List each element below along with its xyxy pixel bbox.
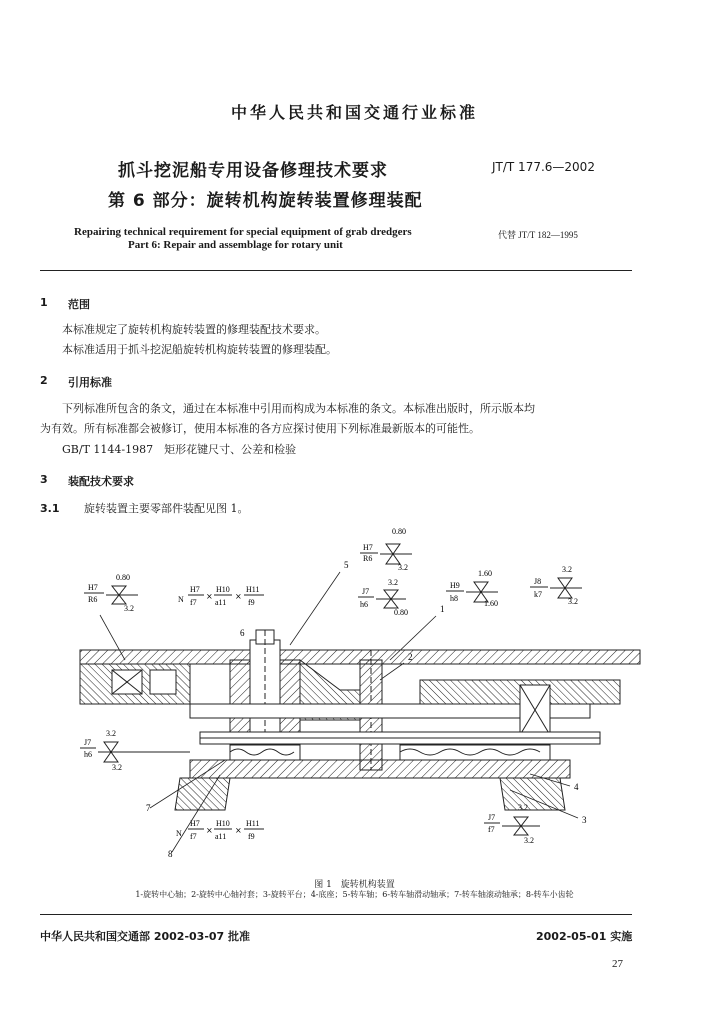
callout-4: 4 (574, 782, 579, 792)
footer-rule (40, 914, 632, 915)
fit-label-left (84, 573, 138, 613)
section-2-reference: GB/T 1144-1987 矩形花键尺寸、公差和检验 (62, 443, 297, 456)
svg-text:3.2: 3.2 (124, 604, 134, 613)
section-1-para-1: 本标准规定了旋转机构旋转装置的修理装配技术要求。 (62, 323, 326, 336)
svg-text:3.2: 3.2 (106, 729, 116, 738)
svg-text:3.2: 3.2 (388, 578, 398, 587)
svg-text:H7: H7 (88, 583, 98, 592)
svg-text:H7: H7 (190, 585, 200, 594)
svg-text:H7: H7 (190, 819, 200, 828)
svg-text:f9: f9 (248, 832, 255, 841)
svg-text:N: N (178, 595, 184, 604)
svg-text:a11: a11 (215, 598, 227, 607)
document-header: 中华人民共和国交通行业标准 (230, 103, 478, 122)
svg-text:k7: k7 (534, 590, 542, 599)
svg-text:H9: H9 (450, 581, 460, 590)
callout-5: 5 (344, 560, 349, 570)
header-rule (40, 270, 632, 271)
svg-text:3.2: 3.2 (524, 836, 534, 845)
approval-note: 中华人民共和国交通部 2002-03-07 批准 (40, 930, 251, 943)
section-1-number: 1 (40, 296, 48, 309)
fit-label-mid2 (446, 569, 498, 608)
svg-text:f7: f7 (190, 598, 197, 607)
fit-label-mid1 (358, 578, 408, 617)
figure-caption: 图 1 旋转机构装置 (314, 880, 395, 890)
svg-text:1.60: 1.60 (484, 599, 498, 608)
svg-text:3.2: 3.2 (398, 563, 408, 572)
spline-label-top (178, 585, 264, 607)
svg-text:3.2: 3.2 (518, 803, 528, 812)
section-2-number: 2 (40, 374, 48, 387)
section-2-para-a: 下列标准所包含的条文，通过在本标准中引用而构成为本标准的条文。本标准出版时，所示版本均 (62, 402, 535, 415)
callout-6: 6 (240, 628, 245, 638)
svg-text:J7: J7 (488, 813, 496, 822)
svg-text:×: × (206, 826, 213, 835)
callout-8: 8 (168, 849, 173, 859)
svg-text:J7: J7 (362, 587, 370, 596)
subsection-3-1-number: 3.1 (40, 502, 60, 515)
svg-text:J7: J7 (84, 738, 92, 747)
svg-text:H11: H11 (246, 819, 260, 828)
svg-text:R6: R6 (363, 554, 373, 563)
svg-text:N: N (176, 829, 182, 838)
svg-text:a11: a11 (215, 832, 227, 841)
svg-text:×: × (235, 592, 242, 601)
assembly-drawing (0, 520, 709, 880)
implementation-date: 2002-05-01 实施 (536, 930, 633, 943)
section-1-title: 范围 (68, 298, 90, 311)
english-title-2: Part 6: Repair and assemblage for rotary unit (128, 239, 343, 251)
section-1-para-2: 本标准适用于抓斗挖泥船旋转机构旋转装置的修理装配。 (62, 343, 337, 356)
svg-text:3.2: 3.2 (568, 597, 578, 606)
svg-text:×: × (235, 826, 242, 835)
section-2-para-b: 为有效。所有标准都会被修订，使用本标准的各方应探讨使用下列标准最新版本的可能性。 (40, 422, 480, 435)
fit-label-left-low (80, 729, 190, 772)
svg-text:0.80: 0.80 (116, 573, 130, 582)
svg-text:h6: h6 (360, 600, 368, 609)
svg-text:0.80: 0.80 (394, 608, 408, 617)
svg-text:×: × (206, 592, 213, 601)
spline-label-bottom (176, 819, 264, 841)
section-3-number: 3 (40, 473, 48, 486)
svg-text:H7: H7 (363, 543, 373, 552)
section-2-title: 引用标准 (68, 376, 112, 389)
callout-3: 3 (582, 815, 587, 825)
svg-text:0.80: 0.80 (392, 527, 406, 536)
callout-1: 1 (440, 604, 445, 614)
title-line-1: 抓斗挖泥船专用设备修理技术要求 (118, 161, 388, 181)
page-number: 27 (612, 958, 623, 970)
svg-text:J8: J8 (534, 577, 542, 586)
svg-text:3.2: 3.2 (562, 565, 572, 574)
title-line-2: 第 6 部分：旋转机构旋转装置修理装配 (108, 191, 423, 211)
svg-text:h8: h8 (450, 594, 458, 603)
svg-text:H11: H11 (246, 585, 260, 594)
callout-7: 7 (146, 803, 151, 813)
fit-label-top (360, 527, 412, 572)
svg-text:3.2: 3.2 (112, 763, 122, 772)
replaces-note: 代替 JT/T 182—1995 (498, 230, 578, 240)
english-title-1: Repairing technical requirement for special equipment of grab dredgers (74, 226, 412, 238)
svg-text:f9: f9 (248, 598, 255, 607)
subsection-3-1-text: 旋转装置主要零部件装配见图 1。 (84, 502, 249, 515)
svg-text:1.60: 1.60 (478, 569, 492, 578)
standard-code: JT/T 177.6—2002 (492, 160, 595, 174)
svg-text:R6: R6 (88, 595, 98, 604)
svg-text:H10: H10 (216, 819, 230, 828)
figure-legend: 1-旋转中心轴；2-旋转中心轴衬套；3-旋转平台；4-底座；5-转车轴；6-转车轴滑动轴承；7-转车轴滚动轴承；8-转车小齿轮 (135, 890, 574, 899)
svg-text:H10: H10 (216, 585, 230, 594)
fit-label-right (530, 565, 582, 606)
svg-text:f7: f7 (488, 825, 495, 834)
svg-text:f7: f7 (190, 832, 197, 841)
svg-text:h6: h6 (84, 750, 92, 759)
section-3-title: 装配技术要求 (68, 475, 134, 488)
